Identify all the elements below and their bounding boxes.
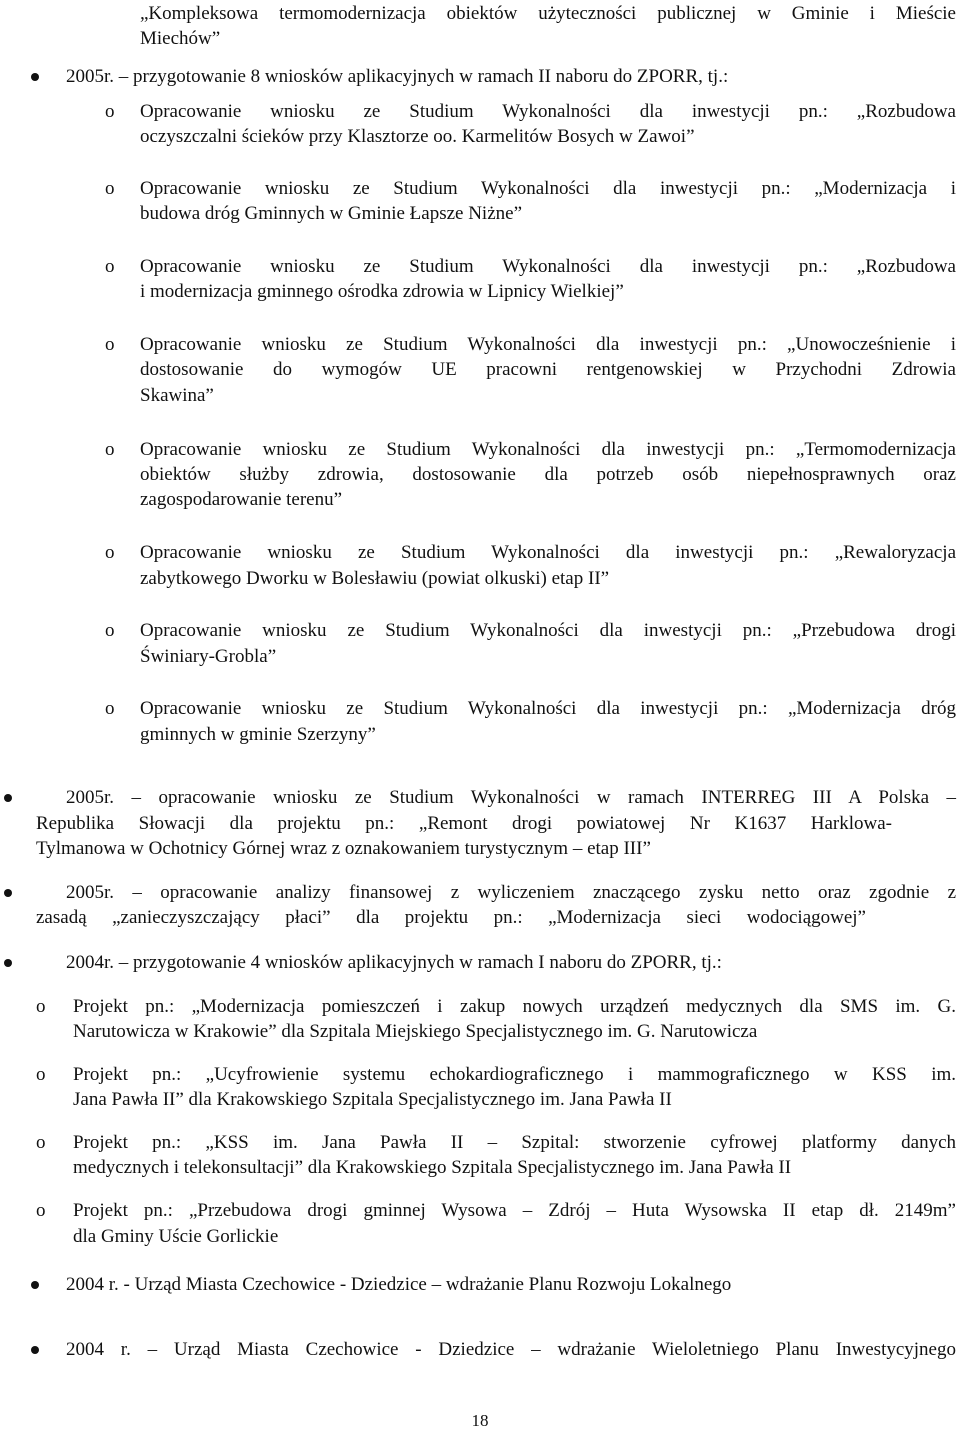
zporr2-item-3-line-1: Opracowanie wniosku ze Studium Wykonalności dla inwestycji pn.: „Rozbudowa — [140, 256, 956, 277]
zporr1-item-3-line-1: Projekt pn.: „KSS im. Jana Pawła II – Szpital: stworzenie cyfrowej platformy danych — [73, 1132, 956, 1153]
zporr2-item-1-line-1: Opracowanie wniosku ze Studium Wykonalności dla inwestycji pn.: „Rozbudowa — [140, 101, 956, 122]
zporr1-item-3-line-2: medycznych i telekonsultacji” dla Krakowskiego Szpitala Specjalistycznego im. Jana Pawła II — [73, 1157, 792, 1178]
bullet-dot — [31, 1281, 39, 1289]
list-marker: o — [36, 1132, 46, 1153]
list-marker: o — [105, 620, 115, 641]
zporr1-item-1-line-2: Narutowicza w Krakowie” dla Szpitala Miejskiego Specjalistycznego im. G. Narutowicza — [73, 1021, 758, 1042]
zporr1-item-4-line-1: Projekt pn.: „Przebudowa drogi gminnej Wysowa – Zdrój – Huta Wysowska II etap dł. 2149m” — [73, 1200, 956, 1221]
zporr2-item-8-line-1: Opracowanie wniosku ze Studium Wykonalności dla inwestycji pn.: „Modernizacja dróg — [140, 698, 956, 719]
list-marker: o — [105, 256, 115, 277]
list-marker: o — [36, 1064, 46, 1085]
zporr1-item-2-line-2: Jana Pawła II” dla Krakowskiego Szpitala Specjalistycznego im. Jana Pawła II — [73, 1089, 672, 1110]
zporr2-item-7-line-1: Opracowanie wniosku ze Studium Wykonalności dla inwestycji pn.: „Przebudowa drogi — [140, 620, 956, 641]
zporr2-item-6-line-1: Opracowanie wniosku ze Studium Wykonalności dla inwestycji pn.: „Rewaloryzacja — [140, 542, 956, 563]
zporr2-item-5-line-2: obiektów służby zdrowia, dostosowanie dla potrzeb osób niepełnosprawnych oraz — [140, 464, 956, 485]
bullet-dot — [4, 889, 12, 897]
zporr1-item-2-line-1: Projekt pn.: „Ucyfrowienie systemu echokardiograficznego i mammograficznego w KSS im. — [73, 1064, 956, 1085]
czechowice-line-2: 2004 r. – Urząd Miasta Czechowice - Dziedzice – wdrażanie Wieloletniego Planu Inwestycyjnego — [66, 1339, 956, 1360]
zporr2-item-3-line-2: i modernizacja gminnego ośrodka zdrowia w Lipnicy Wielkiej” — [140, 281, 624, 302]
intro-line-1: „Kompleksowa termomodernizacja obiektów użyteczności publicznej w Gminie i Mieście — [140, 3, 956, 24]
analysis-line-2: zasadą „zanieczyszczający płaci” dla projektu pn.: „Modernizacja sieci wodociągowej” — [36, 907, 866, 928]
bullet-dot — [4, 959, 12, 967]
zporr2-item-5-line-3: zagospodarowanie terenu” — [140, 489, 343, 510]
zporr1-item-4-line-2: dla Gminy Uście Gorlickie — [73, 1226, 279, 1247]
zporr2-item-4-line-2: dostosowanie do wymogów UE pracowni rentgenowskiej w Przychodni Zdrowia — [140, 359, 956, 380]
list-marker: o — [36, 996, 46, 1017]
zporr2-heading: 2005r. – przygotowanie 8 wniosków aplikacyjnych w ramach II naboru do ZPORR, tj.: — [66, 66, 729, 87]
bullet-dot — [31, 1346, 39, 1354]
interreg-line-2: Republika Słowacji dla projektu pn.: „Remont drogi powiatowej Nr K1637 Harklowa- — [36, 813, 892, 834]
list-marker: o — [105, 698, 115, 719]
bullet-dot — [31, 73, 39, 81]
zporr2-item-8-line-2: gminnych w gminie Szerzyny” — [140, 724, 376, 745]
intro-line-2: Miechów” — [140, 28, 221, 49]
czechowice-line-1: 2004 r. - Urząd Miasta Czechowice - Dziedzice – wdrażanie Planu Rozwoju Lokalnego — [66, 1274, 732, 1295]
list-marker: o — [105, 334, 115, 355]
page-number: 18 — [471, 1411, 489, 1430]
zporr2-item-4-line-3: Skawina” — [140, 385, 214, 406]
interreg-line-1: 2005r. – opracowanie wniosku ze Studium Wykonalności w ramach INTERREG III A Polska – — [66, 787, 956, 808]
zporr1-heading: 2004r. – przygotowanie 4 wniosków aplikacyjnych w ramach I naboru do ZPORR, tj.: — [66, 952, 722, 973]
list-marker: o — [105, 439, 115, 460]
zporr2-item-1-line-2: oczyszczalni ścieków przy Klasztorze oo. Karmelitów Bosych w Zawoi” — [140, 126, 695, 147]
interreg-line-3: Tylmanowa w Ochotnicy Górnej wraz z oznakowaniem turystycznym – etap III” — [36, 838, 651, 859]
list-marker: o — [105, 101, 115, 122]
list-marker: o — [105, 178, 115, 199]
zporr2-item-2-line-2: budowa dróg Gminnych w Gminie Łapsze Niżne” — [140, 203, 523, 224]
zporr2-item-5-line-1: Opracowanie wniosku ze Studium Wykonalności dla inwestycji pn.: „Termomodernizacja — [140, 439, 956, 460]
zporr2-item-7-line-2: Świniary-Grobla” — [140, 646, 277, 667]
list-marker: o — [36, 1200, 46, 1221]
bullet-dot — [4, 794, 12, 802]
zporr2-item-4-line-1: Opracowanie wniosku ze Studium Wykonalności dla inwestycji pn.: „Unowocześnienie i — [140, 334, 956, 355]
zporr2-item-6-line-2: zabytkowego Dworku w Bolesławiu (powiat olkuski) etap II” — [140, 568, 610, 589]
zporr1-item-1-line-1: Projekt pn.: „Modernizacja pomieszczeń i zakup nowych urządzeń medycznych dla SMS im. G. — [73, 996, 956, 1017]
list-marker: o — [105, 542, 115, 563]
analysis-line-1: 2005r. – opracowanie analizy finansowej z wyliczeniem znaczącego zysku netto oraz zgodnie z — [66, 882, 956, 903]
zporr2-item-2-line-1: Opracowanie wniosku ze Studium Wykonalności dla inwestycji pn.: „Modernizacja i — [140, 178, 956, 199]
